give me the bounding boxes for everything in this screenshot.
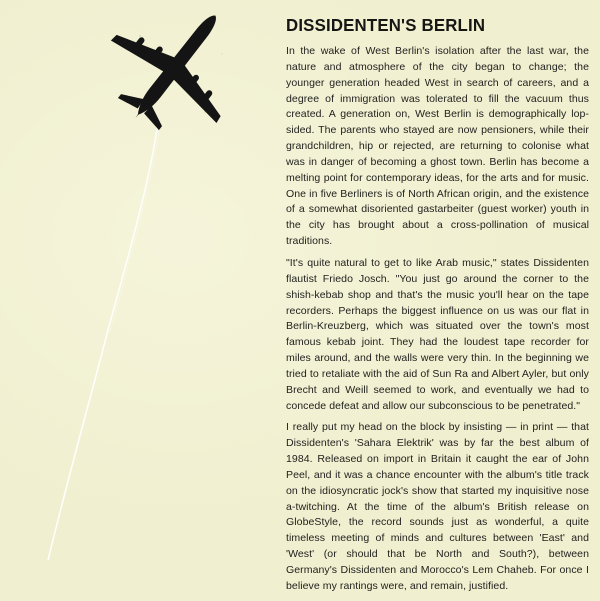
contrail xyxy=(48,122,158,560)
paragraph-quote: "It's quite natural to get to like Arab music," states Dissidenten flautist Friedo Josch. "You just go around the corner to the shish-kebab shop and that's the music you'll hear on the tape recorders. Perhaps the biggest influence on us was our flat in Berlin-Kreuzberg, which was situated over the town's most famous kebab joint. They had the loudest tape recorder for miles around, and the walls were very thin. In the beginning we tried to retaliate with the aid of Sun Ra and Albert Ayler, but only Brecht and Weill seemed to work, and eventually we had to concede defeat and allow our subconscious to be penetrated." xyxy=(286,256,589,412)
article-title: DISSIDENTEN'S BERLIN xyxy=(286,15,486,35)
paragraph-intro: In the wake of West Berlin's isolation after the last war, the nature and atmosphere of the city began to change; the younger generation headed West in search of careers, and a degree of immigration was tolerated to fill the vacuum thus created. A generation on, West Berlin is demographically lop-sided. The parents who stayed are now pensioners, while their grandchildren, hip or rejected, are returning to colonise what was in danger of becoming a ghost town. Berlin has become a melting point for contemporary ideas, for the arts and for music. One in five Berliners is of North African origin, and the existence of a somewhat disoriented gastarbeiter (guest worker) youth in the city has brought about a cross-pollination of musical traditions. xyxy=(286,45,589,248)
paragraph-review: I really put my head on the block by insisting — in print — that Dissidenten's 'Sahara Elektrik' was by far the best album of 1984. Released on import in Britain it caught the ear of John Peel, and it was a chance encounter with the album's title track on the idiosyncratic jock's show that started my inquisitive nose a-twitching. At the time of the album's British release on GlobeStyle, the record sounds just as wonderful, a quite timeless meeting of minds and cultures between 'East' and 'West' (or should that be North and South?), between Germany's Dissidenten and Morocco's Lem Chaheb. For once I believe my rantings were, and remain, justified. xyxy=(286,421,589,592)
airplane-illustration xyxy=(0,0,280,594)
airplane-icon xyxy=(83,0,269,159)
article xyxy=(286,14,589,601)
